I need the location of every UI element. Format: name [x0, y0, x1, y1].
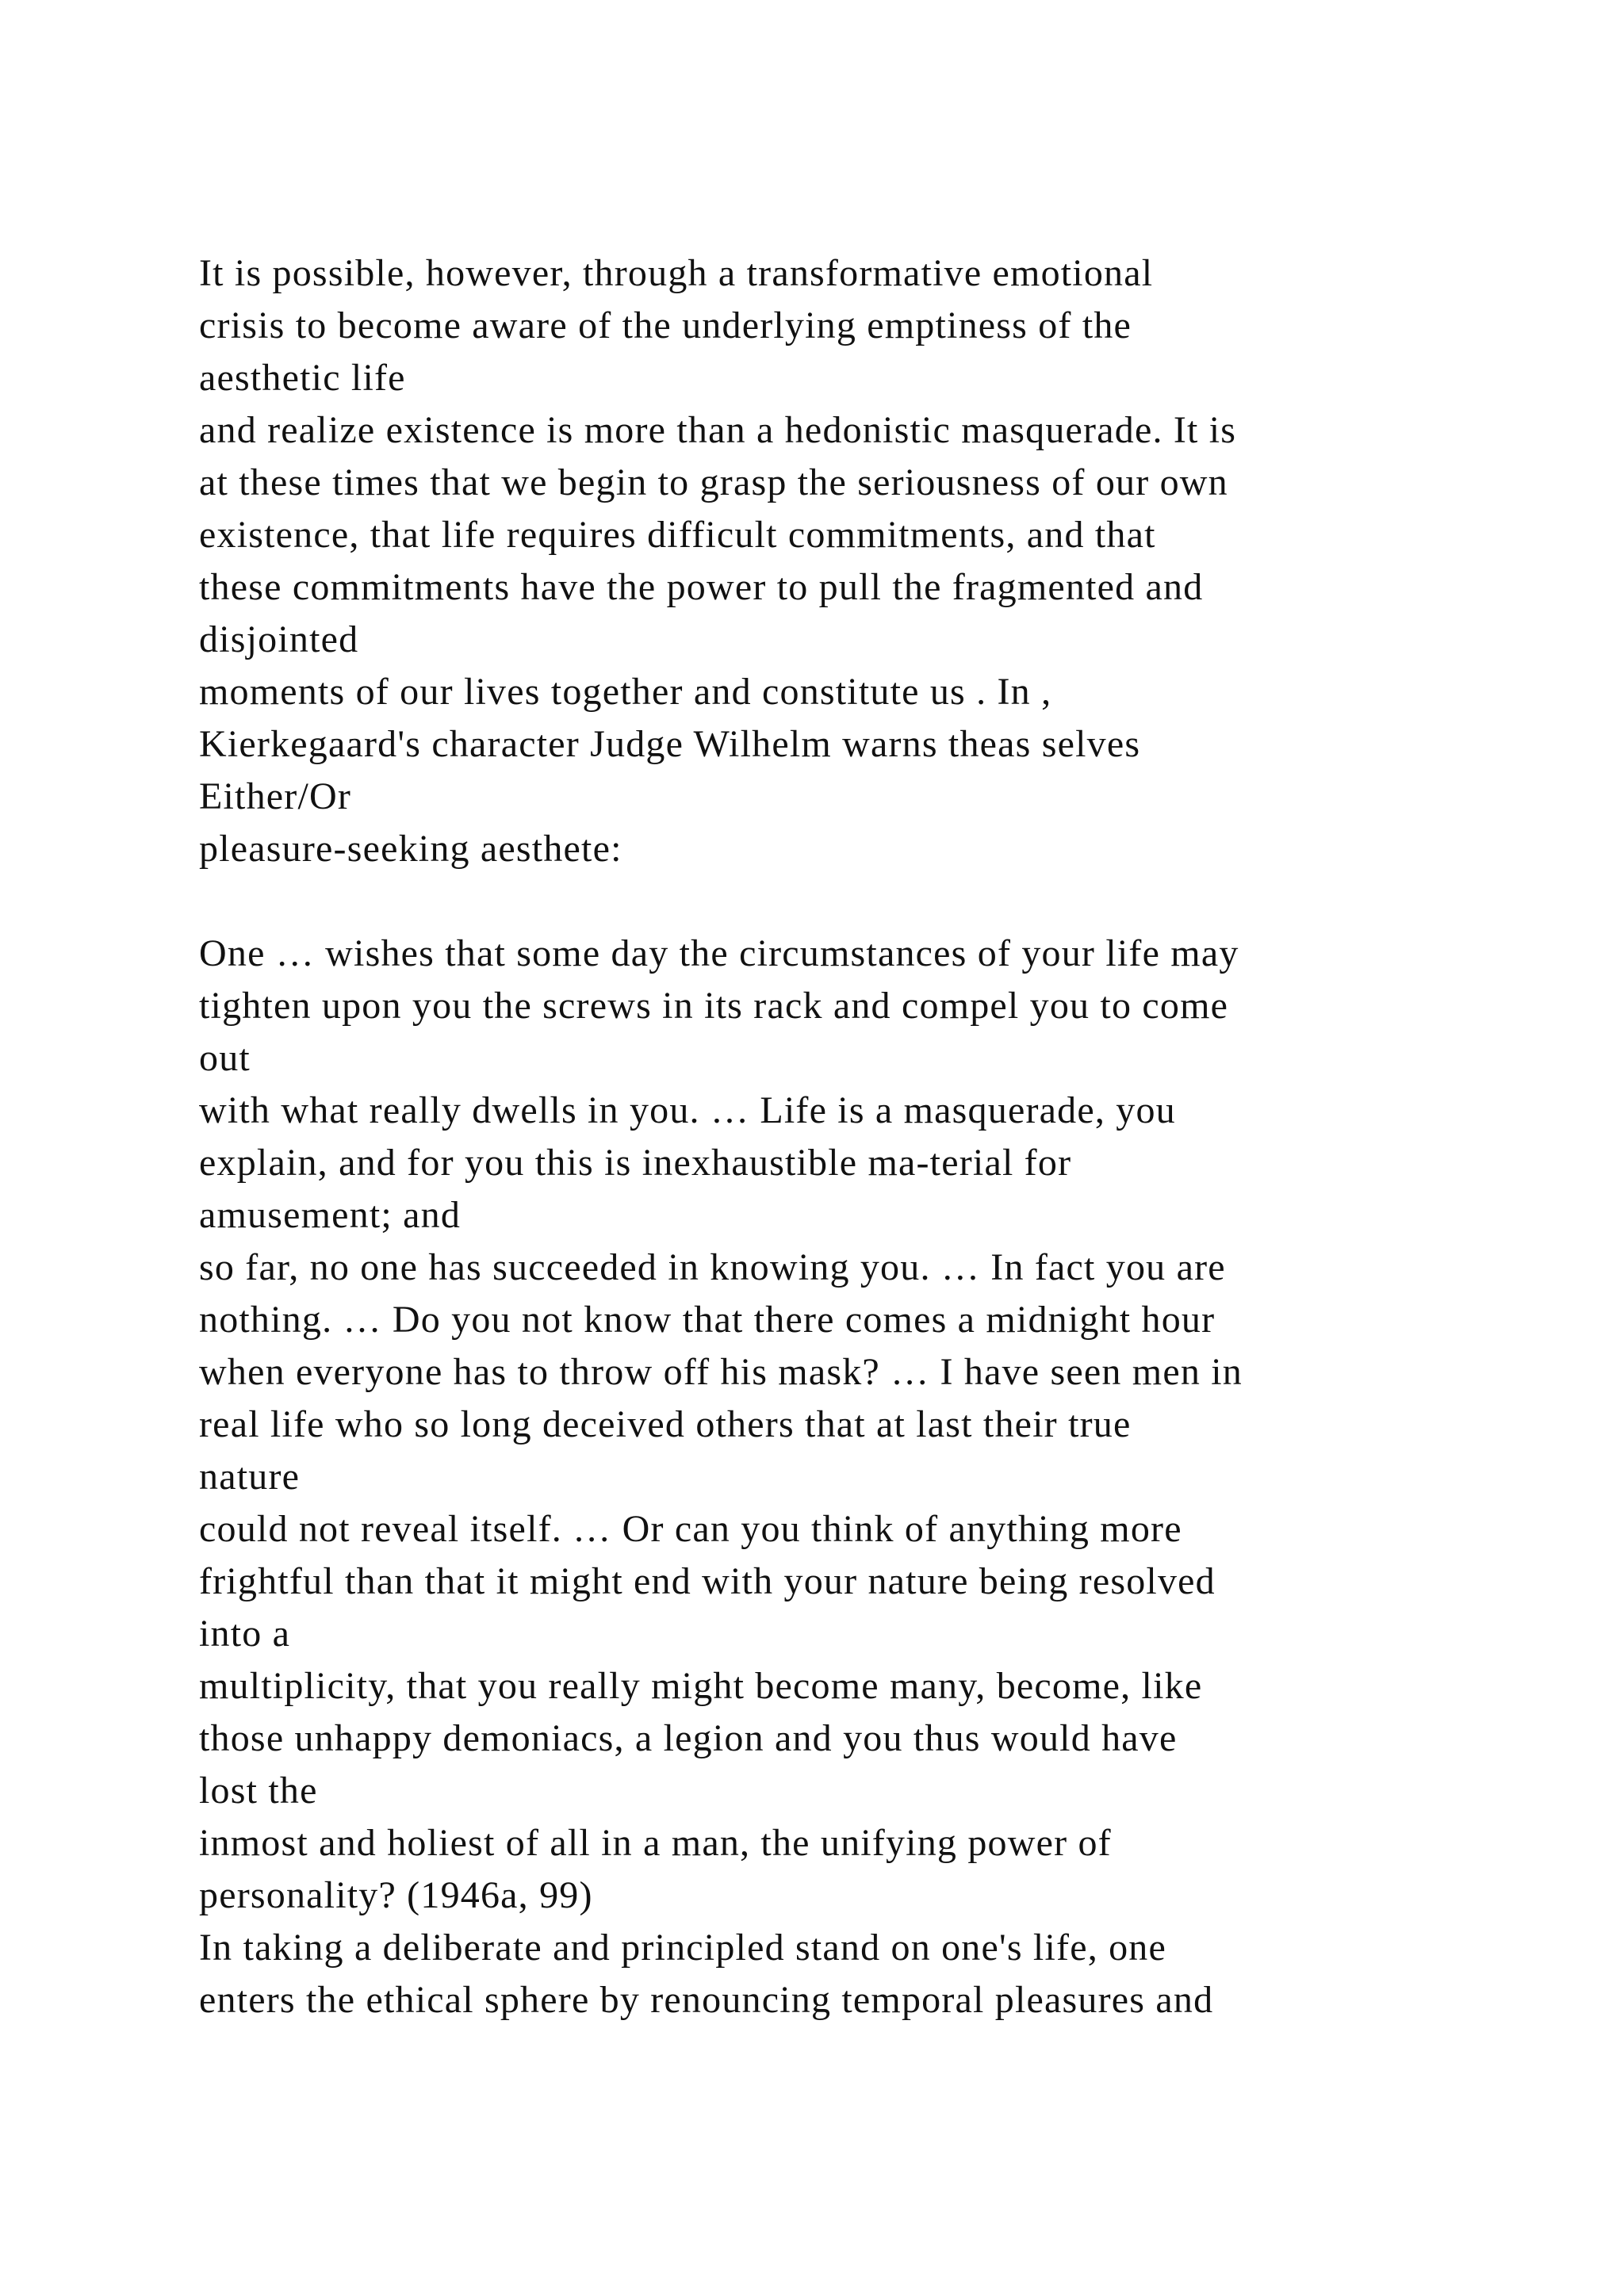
- text-line: explain, and for you this is inexhaustible ma-terial for: [199, 1142, 1072, 1184]
- text-line: nothing. … Do you not know that there comes a midnight hour: [199, 1299, 1216, 1341]
- text-line: existence, that life requires difficult commitments, and that: [199, 514, 1156, 556]
- text-line: Kierkegaard's character Judge Wilhelm warns theas selves: [199, 723, 1141, 765]
- text-line: with what really dwells in you. … Life is a masquerade, you: [199, 1089, 1176, 1131]
- text-line: It is possible, however, through a transformative emotional: [199, 252, 1154, 294]
- text-line: and realize existence is more than a hedonistic masquerade. It is: [199, 409, 1237, 451]
- text-line: tighten upon you the screws in its rack and compel you to come: [199, 985, 1229, 1027]
- text-line: inmost and holiest of all in a man, the unifying power of: [199, 1822, 1112, 1864]
- text-line: nature: [199, 1456, 301, 1498]
- text-line: In taking a deliberate and principled stand on one's life, one: [199, 1927, 1167, 1969]
- text-line: pleasure-seeking aesthete:: [199, 828, 622, 870]
- text-line: multiplicity, that you really might become many, become, like: [199, 1665, 1203, 1707]
- text-line: One … wishes that some day the circumstances of your life may: [199, 932, 1239, 974]
- text-line: into a: [199, 1613, 291, 1655]
- text-line: enters the ethical sphere by renouncing temporal pleasures and: [199, 1979, 1214, 2021]
- text-line: crisis to become aware of the underlying emptiness of the: [199, 304, 1132, 346]
- text-line: these commitments have the power to pull the fragmented and: [199, 566, 1204, 608]
- text-line: amusement; and: [199, 1194, 462, 1236]
- text-line: Either/Or: [199, 775, 352, 817]
- text-line: disjointed: [199, 618, 359, 660]
- paragraph-break: [199, 875, 1595, 928]
- text-line: those unhappy demoniacs, a legion and you thus would have: [199, 1717, 1178, 1759]
- text-line: at these times that we begin to grasp the seriousness of our own: [199, 461, 1228, 503]
- text-line: lost the: [199, 1770, 318, 1812]
- text-line: personality? (1946a, 99): [199, 1874, 593, 1916]
- text-line: out: [199, 1037, 251, 1079]
- text-line: aesthetic life: [199, 357, 406, 399]
- text-line: when everyone has to throw off his mask? … I have seen men in: [199, 1351, 1243, 1393]
- document-text: [199, 247, 1595, 2026]
- text-line: moments of our lives together and constitute us . In ,: [199, 671, 1052, 713]
- text-line: so far, no one has succeeded in knowing you. … In fact you are: [199, 1246, 1226, 1288]
- text-line: frightful than that it might end with your nature being resolved: [199, 1560, 1216, 1602]
- text-line: real life who so long deceived others that at last their true: [199, 1403, 1132, 1445]
- text-line: could not reveal itself. … Or can you think of anything more: [199, 1508, 1182, 1550]
